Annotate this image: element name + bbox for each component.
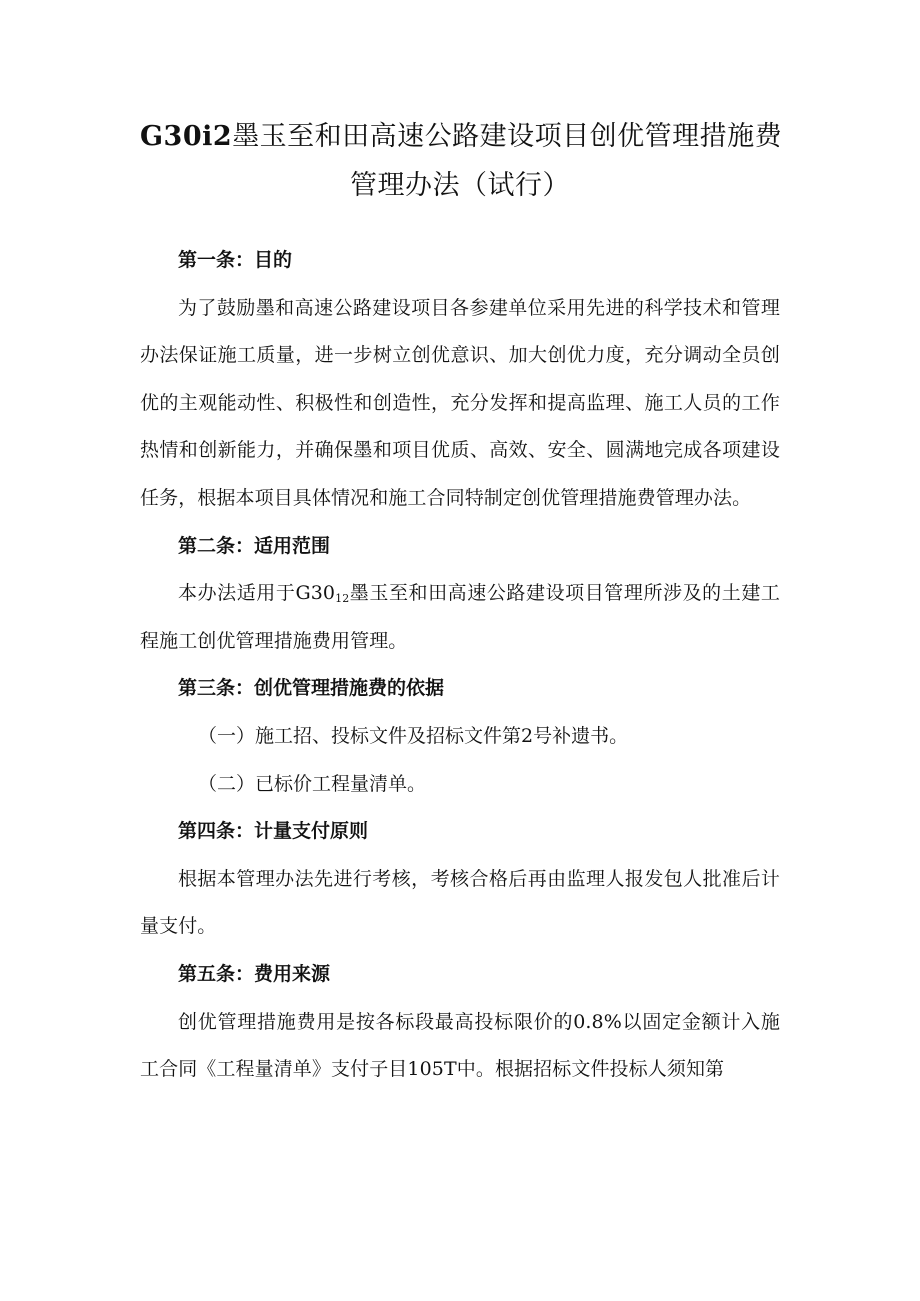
section-heading-5: 第五条：费用来源 [178,962,331,985]
title-text: 墨玉至和田高速公路建设项目创优管理措施费 [232,121,783,152]
basis-item-1: （一）施工招、投标文件及招标文件第2号补遗书。 [198,724,629,747]
section-heading-3: 第三条：创优管理措施费的依据 [178,677,445,700]
section-heading-2: 第二条：适用范围 [178,534,331,557]
paragraph-2-rest: 墨玉至和田高速公路建设项目管理所涉及的土建工程施工创优管理措施费用管理。 [140,582,781,652]
road-code-subscript: 12 [335,592,350,606]
title-line-1 [140,112,783,161]
section-paragraph-5: 创优管理措施费用是按各标段最高投标限价的0.8%以固定金额计入施工合同《工程量清单》支付子目105T中。根据招标文件投标人须知第 [140,1010,780,1081]
section-heading-1: 第一条：目的 [178,249,293,271]
basis-item-2: （二）已标价工程量清单。 [198,772,427,795]
section-paragraph-2 [140,570,780,665]
document-body [140,237,780,1094]
document-title [140,112,783,210]
title-code: G30i2 [140,121,233,152]
section-heading-4: 第四条：计量支付原则 [178,820,369,843]
title-line-2: 管理办法（试行） [350,170,570,201]
section-paragraph-4: 根据本管理办法先进行考核，考核合格后再由监理人报发包人批准后计量支付。 [140,867,780,938]
section-paragraph-1: 为了鼓励墨和高速公路建设项目各参建单位采用先进的科学技术和管理办法保证施工质量，进一步树立创优意识、加大创优力度，充分调动全员创优的主观能动性、积极性和创造性，充分发挥和提高监理、施工人员的工作热情和创新能力，并确保墨和项目优质、高效、安全、圆满地完成各项建设任务，根据本项目具体情况和施工合同特制定创优管理措施费管理办法。 [140,296,780,509]
paragraph-2-start: 本办法适用于G30 [178,582,336,605]
